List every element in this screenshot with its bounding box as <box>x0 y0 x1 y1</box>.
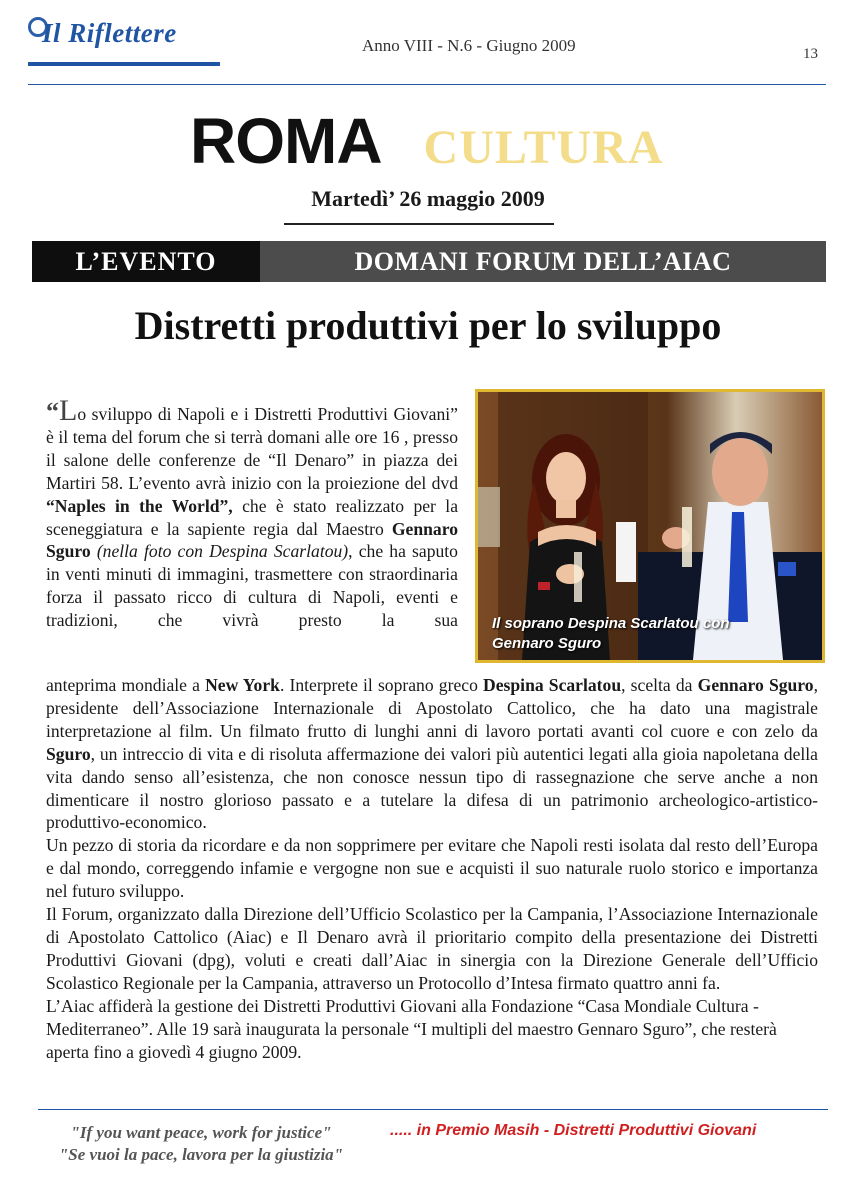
text-run: che è stato realizzato per la sceneggiatura e la sapiente regia dal Maestro <box>46 495 458 539</box>
logo <box>28 18 177 49</box>
issue-info: Anno VIII - N.6 - Giugno 2009 <box>362 36 576 55</box>
footer-motto <box>26 1122 376 1166</box>
motto-english: "If you want peace, work for justice" <box>70 1123 332 1142</box>
band-label-forum: DOMANI FORUM DELL’AIAC <box>260 241 826 282</box>
page-number: 13 <box>803 46 818 62</box>
text-run: o sviluppo di Napoli e i Distretti Produttivi Giovani” è il tema del forum che si terrà domani alle ore 16 , presso il salone delle conferenze de “Il Denaro” in piazza dei Martiri 58. L’evento avrà inizio con la proiezione del dvd <box>46 404 458 493</box>
article-intro-paragraph <box>46 394 458 632</box>
text-run: anteprima mondiale a <box>46 675 206 695</box>
event-band <box>32 241 826 282</box>
open-quote: “ <box>46 397 59 426</box>
logo-text: Il Riflettere <box>42 18 177 48</box>
article-paragraph <box>46 674 818 834</box>
name-highlight: New York <box>205 675 280 695</box>
dvd-title: “Naples in the World”, <box>46 495 233 516</box>
motto-italian: "Se vuoi la pace, lavora per la giustizia" <box>58 1145 344 1164</box>
photo-caption-line-1: Il soprano Despina Scarlatou con <box>492 615 730 632</box>
photo-caption-line-2: Gennaro Sguro <box>492 635 602 652</box>
header-divider <box>28 84 826 85</box>
footer-promo: ..... in Premio Masih - Distretti Produttivi Giovani <box>390 1122 757 1139</box>
headline: Distretti produttivi per lo sviluppo <box>134 303 722 348</box>
masthead <box>28 14 228 70</box>
article-body <box>46 674 818 1063</box>
photo-caption <box>492 614 730 654</box>
name-highlight: Gennaro Sguro <box>46 518 458 562</box>
logo-underline <box>28 62 220 66</box>
name-highlight: Gennaro Sguro <box>697 675 814 695</box>
section-city: ROMA <box>190 105 382 177</box>
text-run: , presidente dell’Associazione Internazionale di Apostolato Cattolico, che ha dato una magistrale interpretazione al film. Un filmato frutto di lunghi anni di lavoro portati avanti col cuore e con zelo da <box>46 675 818 741</box>
text-run: , un intreccio di vita e di risoluta affermazione dei valori più autentici legati alla gioia napoletana della vita dando senso all’esistenza, che non conosce nessun tipo di rassegnazione che serve anche a non dimenticare il nostro glorioso passato e a tutelare la difesa di un patrimonio archeologico-artistico-produttivo-economico. <box>46 743 818 833</box>
article-paragraph: L’Aiac affiderà la gestione dei Distretti Produttivi Giovani alla Fondazione “Casa Mondiale Cultura - Mediterraneo”. Alle 19 sarà inaugurata la personale “I multipli del maestro Gennaro Sguro”, che resterà aperta fino a giovedì 4 giugno 2009. <box>46 995 777 1062</box>
article-intro-column <box>46 394 458 632</box>
text-run: , scelta da <box>621 675 698 695</box>
article-date: Martedì’ 26 maggio 2009 <box>311 186 545 211</box>
section-category: CULTURA <box>423 121 664 174</box>
text-run: . Interprete il soprano greco <box>279 675 484 695</box>
date-underline <box>284 223 554 225</box>
footer-divider <box>38 1109 828 1110</box>
article-paragraph: Il Forum, organizzato dalla Direzione dell’Ufficio Scolastico per la Campania, l’Associazione Internazionale di Apostolato Cattolico (Aiac) e Il Denaro avrà il prioritario compito della presentazione dei Distretti Produttivi Giovani (dpg), voluti e creati dall’Aiac in sinergia con la Direzione Generale dell’Ufficio Scolastico Regionale per la Campania, attraverso un Protocollo d’Intesa firmato quattro anni fa. <box>46 904 818 993</box>
article-paragraph: Un pezzo di storia da ricordare e da non sopprimere per evitare che Napoli resti isolata dal resto dell’Europa e dal mondo, correggendo infamie e vergogne non sue e acquisti il suo naturale ruolo storico e importanza nel futuro sviluppo. <box>46 835 818 902</box>
name-highlight: Despina Scarlatou <box>483 675 622 695</box>
band-label-event: L’EVENTO <box>32 241 260 282</box>
section-title <box>190 104 663 178</box>
drop-cap: L <box>59 394 78 427</box>
name-highlight: Sguro <box>46 743 91 764</box>
article-photo <box>475 389 825 663</box>
photo-reference: (nella foto con Despina Scarlatou) <box>96 541 349 562</box>
text-run: , che ha saputo in venti minuti di immagini, trasmettere con straordinaria forza il passato ricco di cultura di Napoli, eventi e tradizioni, che vivrà presto la sua <box>46 541 458 631</box>
